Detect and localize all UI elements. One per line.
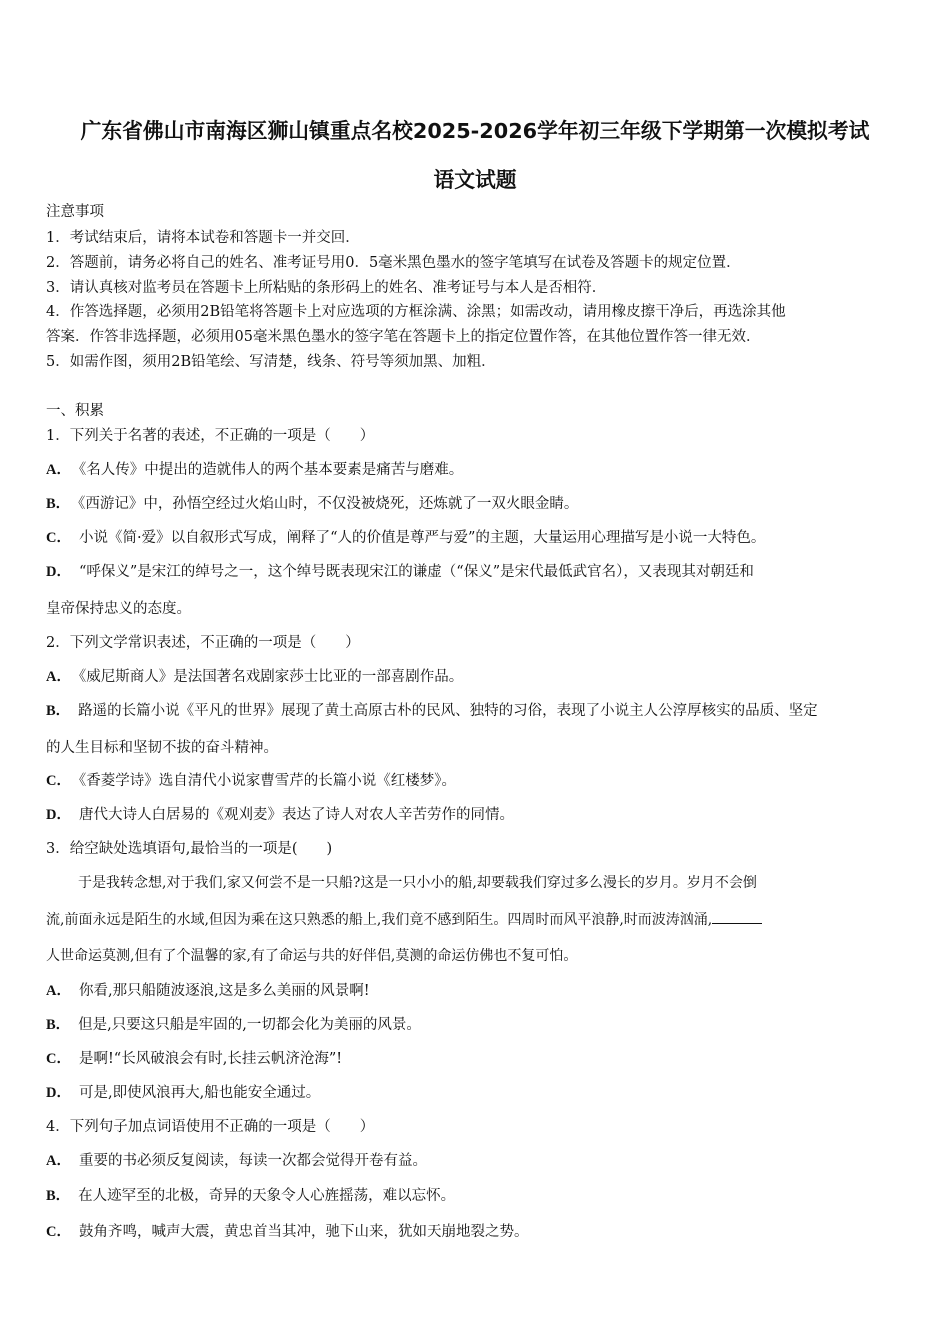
q2-stem: 2．下列文学常识表述，不正确的一项是（ ） [46, 635, 360, 651]
q3-option-c: C． 是啊!“长风破浪会有时,长挂云帆济沧海”! [46, 1051, 343, 1067]
fill-blank [712, 911, 762, 924]
q1-stem: 1．下列关于名著的表述，不正确的一项是（ ） [46, 428, 375, 444]
notice-heading: 注意事项 [46, 204, 104, 220]
notice-item: 4．作答选择题，必须用2B铅笔将答题卡上对应选项的方框涂满、涂黑；如需改动，请用橡皮擦干净后，再选涂其他 [46, 304, 786, 320]
notice-item: 答案．作答非选择题，必须用05毫米黑色墨水的签字笔在答题卡上的指定位置作答，在其他位置作答一律无效． [46, 329, 761, 345]
q2-option-d: D． 唐代大诗人白居易的《观刈麦》表达了诗人对农人辛苦劳作的同情。 [46, 807, 514, 823]
q3-option-d: D． 可是,即使风浪再大,船也能安全通过。 [46, 1085, 321, 1101]
q2-option-a: A． 《威尼斯商人》是法国著名戏剧家莎士比亚的一部喜剧作品。 [46, 669, 464, 685]
section-heading: 一、积累 [46, 403, 104, 419]
notice-item: 5．如需作图，须用2B铅笔绘、写清楚，线条、符号等须加黑、加粗． [46, 354, 496, 370]
q3-passage-line: 流,前面永远是陌生的水域,但因为乘在这只熟悉的船上,我们竟不感到陌生。四周时而风平浪静,时而波涛汹涌, [46, 910, 762, 930]
q2-option-c: C． 《香菱学诗》选自清代小说家曹雪芹的长篇小说《红楼梦》。 [46, 773, 456, 789]
exam-title-line1: 广东省佛山市南海区狮山镇重点名校2025-2026学年初三年级下学期第一次模拟考试 [80, 119, 870, 143]
exam-title-line2: 语文试题 [433, 168, 517, 192]
q4-option-a: A． 重要的书必须反复阅读，每读一次都会觉得开卷有益。 [46, 1153, 427, 1169]
q3-option-a: A． 你看,那只船随波逐浪,这是多么美丽的风景啊! [46, 983, 370, 999]
q1-option-b: B． 《西游记》中，孙悟空经过火焰山时，不仅没被烧死，还炼就了一双火眼金睛。 [46, 496, 579, 512]
q1-option-d: D． “呼保义”是宋江的绰号之一，这个绰号既表现宋江的谦虚（“保义”是宋代最低武官名），又表现其对朝廷和 [46, 564, 754, 580]
q3-stem: 3．给空缺处选填语句,最恰当的一项是( ) [46, 841, 333, 857]
notice-item: 3．请认真核对监考员在答题卡上所粘贴的条形码上的姓名、准考证号与本人是否相符． [46, 280, 607, 296]
notice-item: 2．答题前，请务必将自己的姓名、准考证号用0．5毫米黑色墨水的签字笔填写在试卷及答题卡的规定位置． [46, 255, 741, 271]
q1-option-d-cont: 皇帝保持忠义的态度。 [46, 601, 191, 617]
q1-option-a: A． 《名人传》中提出的造就伟人的两个基本要素是痛苦与磨难。 [46, 462, 464, 478]
q4-option-c: C． 鼓角齐鸣，喊声大震，黄忠首当其冲，驰下山来，犹如天崩地裂之势。 [46, 1224, 529, 1240]
q2-option-b-cont: 的人生目标和坚韧不拔的奋斗精神。 [46, 740, 278, 756]
q3-passage-line: 于是我转念想,对于我们,家又何尝不是一只船?这是一只小小的船,却要载我们穿过多么漫长的岁月。岁月不会倒 [78, 875, 757, 891]
q1-option-c: C． 小说《简·爱》以自叙形式写成，阐释了“人的价值是尊严与爱”的主题，大量运用心理描写是小说一大特色。 [46, 530, 766, 546]
q3-option-b: B． 但是,只要这只船是牢固的,一切都会化为美丽的风景。 [46, 1017, 421, 1033]
q4-option-b: B． 在人迹罕至的北极，奇异的天象令人心旌摇荡，难以忘怀。 [46, 1188, 456, 1204]
notice-item: 1．考试结束后，请将本试卷和答题卡一并交回． [46, 230, 360, 246]
q4-stem: 4．下列句子加点词语使用不正确的一项是（ ） [46, 1119, 375, 1135]
q2-option-b: B． 路遥的长篇小说《平凡的世界》展现了黄土高原古朴的民风、独特的习俗，表现了小说主人公淳厚核实的品质、坚定 [46, 703, 818, 719]
q3-passage-line: 人世命运莫测,但有了个温馨的家,有了命运与共的好伴侣,莫测的命运仿佛也不复可怕。 [46, 948, 578, 964]
